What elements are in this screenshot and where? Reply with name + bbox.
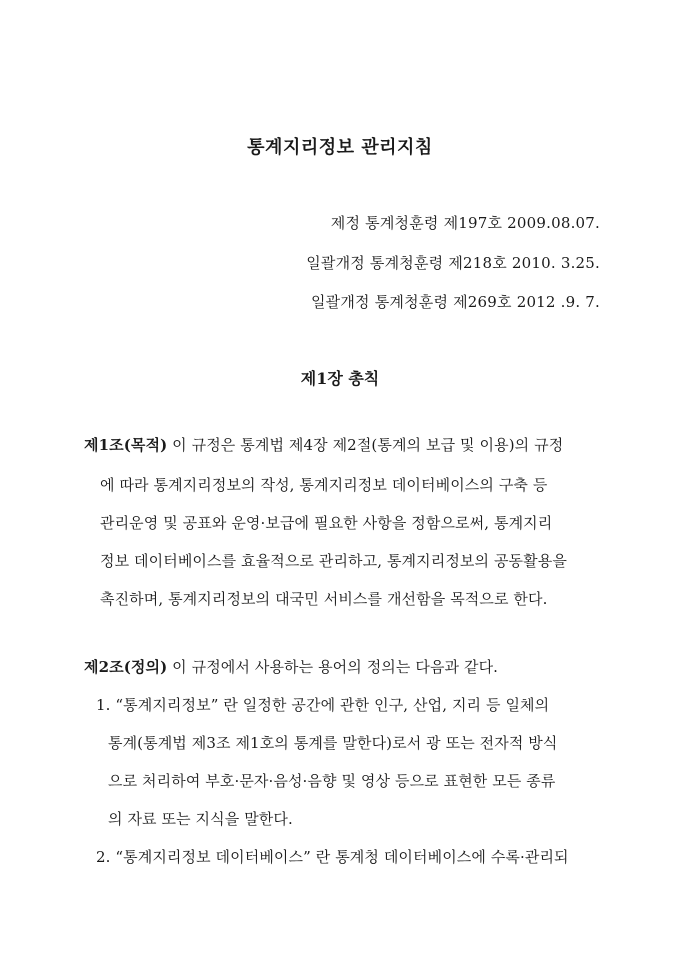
article2-item1-line1: 1. “통계지리정보” 란 일정한 공간에 관한 인구, 산업, 지리 등 일체의 bbox=[96, 696, 550, 714]
article2-item2-line1: 2. “통계지리정보 데이터베이스” 란 통계청 데이터베이스에 수록·관리되 bbox=[96, 848, 569, 866]
history-enactment: 제정 통계청훈령 제197호 2009.08.07. bbox=[330, 214, 600, 232]
history-revision-2010: 일괄개정 통계청훈령 제218호 2010. 3.25. bbox=[306, 254, 600, 272]
history-revision-2012: 일괄개정 통계청훈령 제269호 2012 .9. 7. bbox=[310, 293, 600, 311]
article1-text1: 이 규정은 통계법 제4장 제2절(통계의 보급 및 이용)의 규정 bbox=[167, 436, 564, 454]
article2-line1 bbox=[84, 656, 498, 677]
article1-line2: 에 따라 통계지리정보의 작성, 통계지리정보 데이터베이스의 구축 등 bbox=[100, 476, 548, 494]
article1-line1 bbox=[84, 434, 563, 455]
article2-item1-line2: 통계(통계법 제3조 제1호의 통계를 말한다)로서 광 또는 전자적 방식 bbox=[108, 734, 558, 752]
document-title: 통계지리정보 관리지침 bbox=[247, 137, 433, 158]
article1-heading: 제1조(목적) bbox=[84, 436, 168, 454]
article2-heading: 제2조(정의) bbox=[84, 658, 168, 676]
article2-item1-line3: 으로 처리하여 부호·문자·음성·음향 및 영상 등으로 표현한 모든 종류 bbox=[108, 772, 556, 790]
article2-intro: 이 규정에서 사용하는 용어의 정의는 다음과 같다. bbox=[167, 658, 499, 676]
article2-item1-line4: 의 자료 또는 지식을 말한다. bbox=[108, 810, 293, 828]
chapter-heading: 제1장 총칙 bbox=[300, 369, 380, 388]
article1-line3: 관리운영 및 공표와 운영·보급에 필요한 사항을 정함으로써, 통계지리 bbox=[100, 514, 553, 532]
article1-line5: 촉진하며, 통계지리정보의 대국민 서비스를 개선함을 목적으로 한다. bbox=[100, 590, 548, 608]
article1-line4: 정보 데이터베이스를 효율적으로 관리하고, 통계지리정보의 공동활용을 bbox=[100, 552, 567, 570]
